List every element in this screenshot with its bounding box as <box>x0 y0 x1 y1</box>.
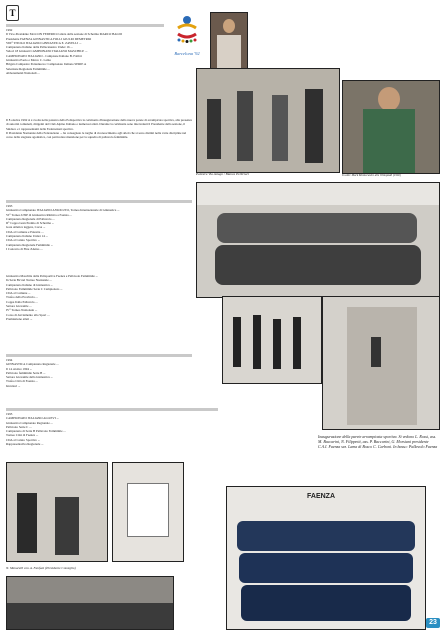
caption-athlete: In alto: Mark Montecastro alle Olimpiadi (1992) <box>342 173 401 177</box>
barcelona-emblem-icon <box>172 14 202 46</box>
athlete-portrait-photo <box>210 12 248 72</box>
plaque-photo <box>112 462 184 562</box>
text-block-1992: 1992 Il Vice-Presidente FALCON FEDERICO atleta della sezione di Scherma MARCO BALDI Presidente FAENZA GINNASTICA FOLLI GIULIO DEMETRIO VIII° TITOLO ITALIANO GINNASTICA E. ZAVELLI ... Campionato Italiano della Pallacanestro Under 16 ... Veloci 18 Ginnasti CAMPIONATO ITALIANO MASCHILE ... CAMPIONATO ITALIANO - Campione Italiano B. Fabbri Ginnastica Paolo e Marco C. Lama Brigata Campestre Pontenuovo: Campionato Italiano SERIE A Selezione Regionale Femminile ... Abbonamenti Nazionali ... <box>6 28 122 75</box>
faenza-sign: FAENZA <box>307 493 335 500</box>
gymnastics-photo <box>222 296 322 384</box>
award-ceremony-photo <box>6 462 108 562</box>
bottom-group-photo <box>6 576 174 630</box>
club-logo <box>6 5 19 21</box>
caption-bottom-left: N. Menarelli con A. Fanfani (Presidente Consiglio) <box>6 566 76 570</box>
text-block-inauguration: Il 8 ottobre 1992 si è svolta nella palestra della Polisportiva la cerimonia d'inaugurazione della nuova parete di arrampicata sportiva, alla presenza di autorità comunali, dirigenti del Club Alpino Italiano e numerosi atleti. Durante la cerimonia sono intervenuti il Presidente della sezione, il Sindaco e i rappresentanti delle Federazioni sportive. Il Presidente Nazionale della Federazione ... ha consegnato le targhe di riconoscimento agli atleti che si sono distinti nelle varie discipline nel corso della stagione agonistica, con particolare menzione per la squadra di pallavolo femminile. <box>6 118 192 140</box>
text-block-1993-b: Ginnastica Maschile dalla Polisportiva Faenza e Pallavolo Femminile ... In Serie B2 nel Torneo Nazionale ... Campionato Italiano di Ginnastica ... Pallavolo Femminile Serie C Campionato ... CDA al Comune ... Trofeo della Provincia ... Coppa Italia Pallavolo ... Settore Giovanile ... IV° Torneo Nazionale ... Corso di Avviamento allo Sport ... Premiazione atleti ... <box>6 274 98 321</box>
text-block-1994: 1994 GINNASTICA Campionato Regionale ... Il 14 ottobre 1994 ... Pallavolo femminile Serie B ... Settore Giovanile della Ginnastica ... Trofeo Città di Faenza ... Istruttori ... <box>6 358 59 388</box>
caption-climbing-wall: Inaugurazione della parete arrampicata sportiva. Si vedono L. Rossi, ass. M. Baccarini, N. Filippetti, ass. P. Baccarini, G. Morsiani presidente C.A.I. Faenza sez. Lama di Bosco C. Carboni. In basso: Pallavolo Faenza <box>318 434 438 449</box>
page-number: 23 <box>426 618 440 628</box>
barcelona-label: Barcelona '92 <box>174 51 200 56</box>
team-group-photo <box>196 182 440 298</box>
barcelona-92-badge <box>172 14 202 60</box>
ceremony-photo <box>196 68 340 173</box>
club-logo-letter: T <box>9 8 16 18</box>
caption-ceremony: Palestra Via Asiago / Bianca Pelliciari <box>196 172 249 176</box>
volleyball-team-photo <box>226 486 426 630</box>
text-block-1993: 1993 Ginnastica Campionato ITALIANO ASSOLUTO, Torneo Internazionale di Ginnastica ... VI° Torneo UISP di Ginnastica Ritmica a Faenza ... Campionato Regionale di Pallavolo ... II° Coppa Gran Premio di Scherma ... Gara Atletica leggera, Corsa ... CDA al Comune e Palestra ... Campionato Italiano Under 14 ... CDA al Centro Sportivo ... Campionato Regionale Femminile ... I Concerto di Fine d'Anno ... <box>6 204 120 251</box>
climbing-wall-photo <box>322 296 440 430</box>
athlete-medal-photo <box>342 80 440 174</box>
text-block-1995: 1995 CAMPIONATO ITALIANO ALLIEVI ... Ginnastica Campionato Regionale ... Pallavolo Serie C ... Campionato di Serie B Pallavolo Femminile ... Torneo Città di Faenza ... CDA al Centro Sportivo ... Rappresentativa Regionale ... <box>6 412 66 447</box>
